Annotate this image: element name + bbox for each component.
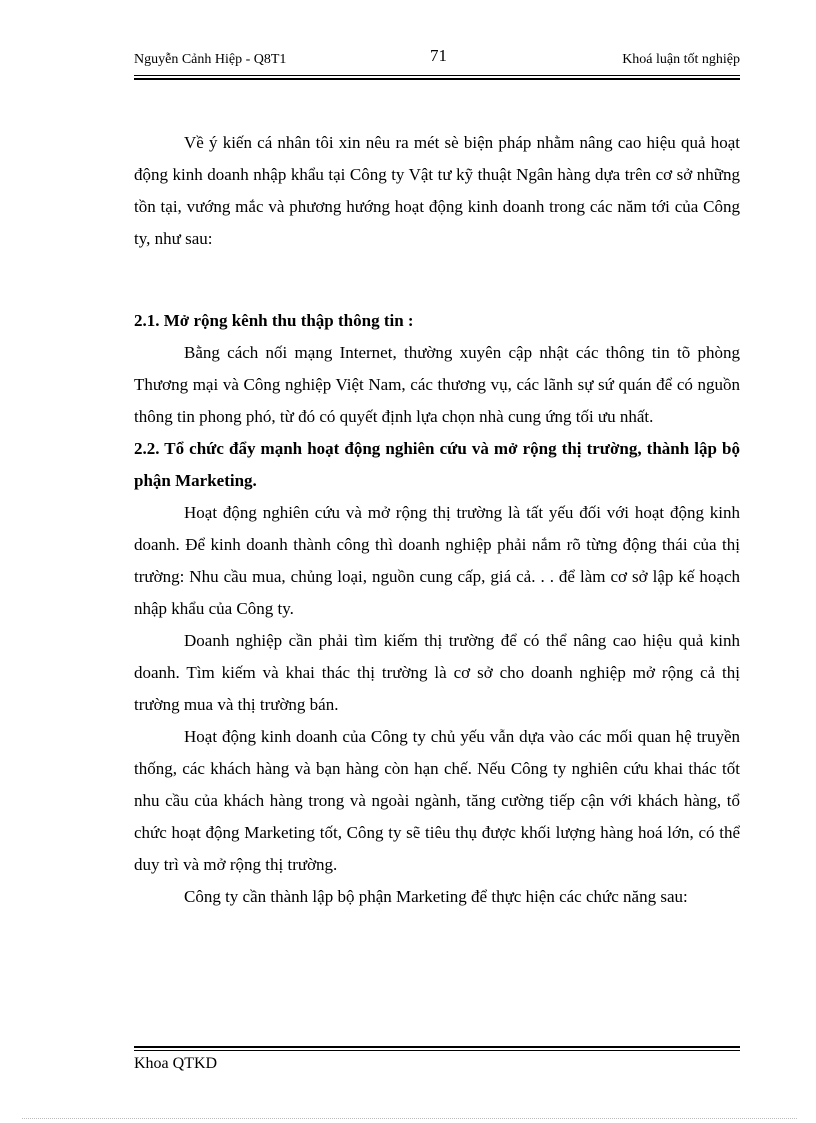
section-heading-2-1: 2.1. Mở rộng kênh thu thập thông tin : — [134, 311, 414, 330]
section-2-1-paragraph: Bằng cách nối mạng Internet, thường xuyên cập nhật các thông tin tõ phòng Thương mại và Công nghiệp Việt Nam, các thương vụ, các lãnh sự sứ quán để có nguồn thông tin phong phó, từ đó có quyết định lựa chọn nhà cung ứng tối ưu nhất. — [134, 343, 740, 426]
header-author: Nguyễn Cảnh Hiệp - Q8T1 — [134, 52, 287, 67]
section-2-2-paragraph-2: Doanh nghiệp cần phải tìm kiếm thị trường để có thể nâng cao hiệu quả kinh doanh. Tìm kiếm và khai thác thị trường là cơ sở cho doanh nghiệp mở rộng cả thị trường mua và thị trường bán. — [134, 631, 740, 714]
page-footer — [134, 1055, 217, 1073]
footer-faculty: Khoa QTKD — [134, 1055, 218, 1072]
section-heading-2-2: 2.2. Tổ chức đẩy mạnh hoạt động nghiên cứu và mở rộng thị trường, thành lập bộ phận Marketing. — [134, 439, 740, 490]
section-2-2-paragraph-3: Hoạt động kinh doanh của Công ty chủ yếu vẫn dựa vào các mối quan hệ truyền thống, các khách hàng và bạn hàng còn hạn chế. Nếu Công ty nghiên cứu khai thác tốt nhu cầu của khách hàng trong và ngoài ngành, tăng cường tiếp cận với khách hàng, tổ chức hoạt động Marketing tốt, Công ty sẽ tiêu thụ được khối lượng hàng hoá lớn, có thể duy trì và mở rộng thị trường. — [134, 727, 740, 874]
section-2-2-paragraph-4: Công ty cần thành lập bộ phận Marketing để thực hiện các chức năng sau: — [184, 887, 688, 906]
document-body — [134, 127, 740, 913]
page-header — [134, 44, 740, 72]
header-course: Khoá luận tốt nghiệp — [622, 52, 740, 67]
section-2-2-paragraph-1: Hoạt động nghiên cứu và mở rộng thị trường là tất yếu đối với hoạt động kinh doanh. Để kinh doanh thành công thì doanh nghiệp phải nắm rõ từng động thái của thị trường: Nhu cầu mua, chủng loại, nguồn cung cấp, giá cả. . . để làm cơ sở lập kế hoạch nhập khẩu của Công ty. — [134, 503, 740, 618]
header-rule — [134, 75, 740, 80]
spacer — [134, 255, 740, 305]
page-number: 71 — [430, 46, 447, 65]
footer-rule — [134, 1046, 740, 1051]
page-edge-divider — [22, 1118, 797, 1119]
intro-paragraph: Về ý kiến cá nhân tôi xin nêu ra mét sè biện pháp nhằm nâng cao hiệu quả hoạt động kinh doanh nhập khẩu tại Công ty Vật tư kỹ thuật Ngân hàng dựa trên cơ sở những tồn tại, vướng mắc và phương hướng hoạt động kinh doanh trong các năm tới của Công ty, như sau: — [134, 133, 740, 248]
